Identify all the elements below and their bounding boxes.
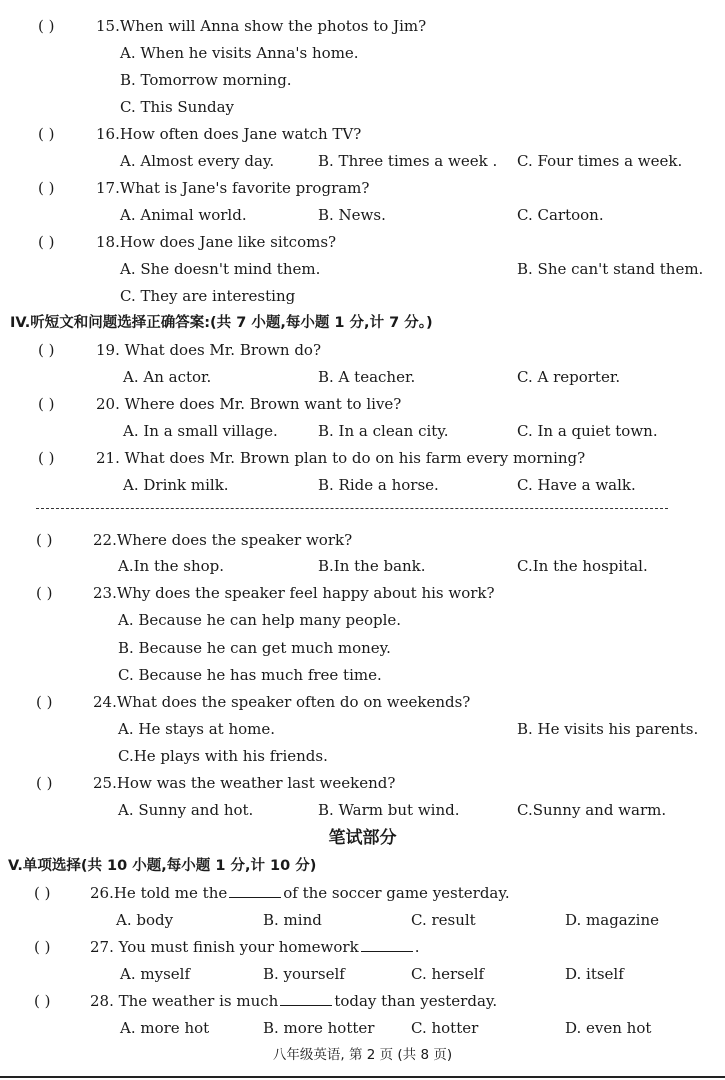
option-b: B. more hotter [263, 1019, 375, 1037]
question-stem [90, 937, 419, 957]
option-a: A. When he visits Anna's home. [120, 44, 359, 62]
option-c: C. This Sunday [120, 98, 235, 116]
option-b: B. A teacher. [318, 368, 416, 386]
answer-blank [361, 937, 413, 952]
option-b: B. She can't stand them. [517, 260, 704, 278]
answer-paren: ( ) [38, 179, 55, 197]
footer-rule [0, 1076, 725, 1078]
option-a: A. Almost every day. [120, 152, 275, 170]
section-heading: V.单项选择(共 10 小题,每小题 1 分,计 10 分) [8, 858, 317, 874]
option-c: C. In a quiet town. [517, 422, 658, 440]
option-a: A. body [116, 911, 174, 929]
answer-blank [280, 991, 332, 1006]
answer-paren: ( ) [36, 693, 53, 711]
question-stem: 17.What is Jane's favorite program? [96, 179, 370, 197]
option-c: C. Four times a week. [517, 152, 683, 170]
option-c: C. Because he has much free time. [118, 666, 382, 684]
option-d: D. magazine [565, 911, 659, 929]
question-stem: 25.How was the weather last weekend? [93, 774, 396, 792]
answer-paren: ( ) [38, 449, 55, 467]
option-b: B. He visits his parents. [517, 720, 699, 738]
option-d: D. itself [565, 965, 624, 983]
question-stem: 23.Why does the speaker feel happy about his work? [93, 584, 495, 602]
option-b: B.In the bank. [318, 557, 426, 575]
option-a: A. myself [120, 965, 190, 983]
option-b: B. Ride a horse. [318, 476, 439, 494]
option-a: A. He stays at home. [118, 720, 276, 738]
question-stem: 21. What does Mr. Brown plan to do on his farm every morning? [96, 449, 586, 467]
option-a: A. Sunny and hot. [118, 801, 254, 819]
option-b: B. In a clean city. [318, 422, 449, 440]
question-stem: 16.How often does Jane watch TV? [96, 125, 362, 143]
stem-text: 27. You must finish your homework [90, 938, 359, 956]
question-stem [90, 991, 497, 1011]
option-b: B. Three times a week . [318, 152, 498, 170]
stem-text: of the soccer game yesterday. [283, 884, 510, 902]
written-part-heading: 笔试部分 [328, 828, 397, 848]
question-stem: 19. What does Mr. Brown do? [96, 341, 321, 359]
stem-text: 28. The weather is much [90, 992, 279, 1010]
answer-paren: ( ) [34, 884, 51, 902]
answer-blank [229, 883, 281, 898]
question-stem [90, 883, 510, 903]
question-stem: 24.What does the speaker often do on weekends? [93, 693, 471, 711]
answer-paren: ( ) [38, 233, 55, 251]
page-footer: 八年级英语, 第 2 页 (共 8 页) [272, 1047, 453, 1063]
answer-paren: ( ) [34, 938, 51, 956]
option-c: C. herself [411, 965, 485, 983]
option-a: A. Animal world. [120, 206, 247, 224]
option-c: C. Have a walk. [517, 476, 636, 494]
question-stem: 18.How does Jane like sitcoms? [96, 233, 337, 251]
section-heading: IV.听短文和问题选择正确答案:(共 7 小题,每小题 1 分,计 7 分。) [10, 315, 433, 331]
option-c: C. Cartoon. [517, 206, 604, 224]
answer-paren: ( ) [36, 584, 53, 602]
answer-paren: ( ) [38, 341, 55, 359]
question-stem: 15.When will Anna show the photos to Jim? [96, 17, 427, 35]
option-c: C. result [411, 911, 476, 929]
answer-paren: ( ) [34, 992, 51, 1010]
option-a: A.In the shop. [118, 557, 225, 575]
option-c: C.In the hospital. [517, 557, 648, 575]
stem-text: . [414, 938, 420, 956]
option-a: A. Drink milk. [123, 476, 229, 494]
option-b: B. mind [263, 911, 322, 929]
option-c: C.He plays with his friends. [118, 747, 328, 765]
option-a: A. An actor. [123, 368, 212, 386]
answer-paren: ( ) [38, 125, 55, 143]
option-b: B. yourself [263, 965, 345, 983]
question-stem: 22.Where does the speaker work? [93, 531, 353, 549]
question-stem: 20. Where does Mr. Brown want to live? [96, 395, 402, 413]
option-b: B. Tomorrow morning. [120, 71, 292, 89]
option-c: C. hotter [411, 1019, 479, 1037]
option-d: D. even hot [565, 1019, 652, 1037]
option-b: B. Warm but wind. [318, 801, 460, 819]
option-c: C.Sunny and warm. [517, 801, 667, 819]
answer-paren: ( ) [36, 774, 53, 792]
stem-text: 26.He told me the [90, 884, 228, 902]
option-a: A. Because he can help many people. [118, 611, 402, 629]
option-a: A. In a small village. [123, 422, 278, 440]
option-b: B. Because he can get much money. [118, 639, 391, 657]
answer-paren: ( ) [38, 17, 55, 35]
stem-text: today than yesterday. [334, 992, 498, 1010]
option-c: C. They are interesting [120, 287, 296, 305]
dashed-divider [36, 508, 668, 509]
option-a: A. She doesn't mind them. [120, 260, 321, 278]
answer-paren: ( ) [36, 531, 53, 549]
answer-paren: ( ) [38, 395, 55, 413]
option-a: A. more hot [120, 1019, 210, 1037]
option-c: C. A reporter. [517, 368, 621, 386]
option-b: B. News. [318, 206, 386, 224]
